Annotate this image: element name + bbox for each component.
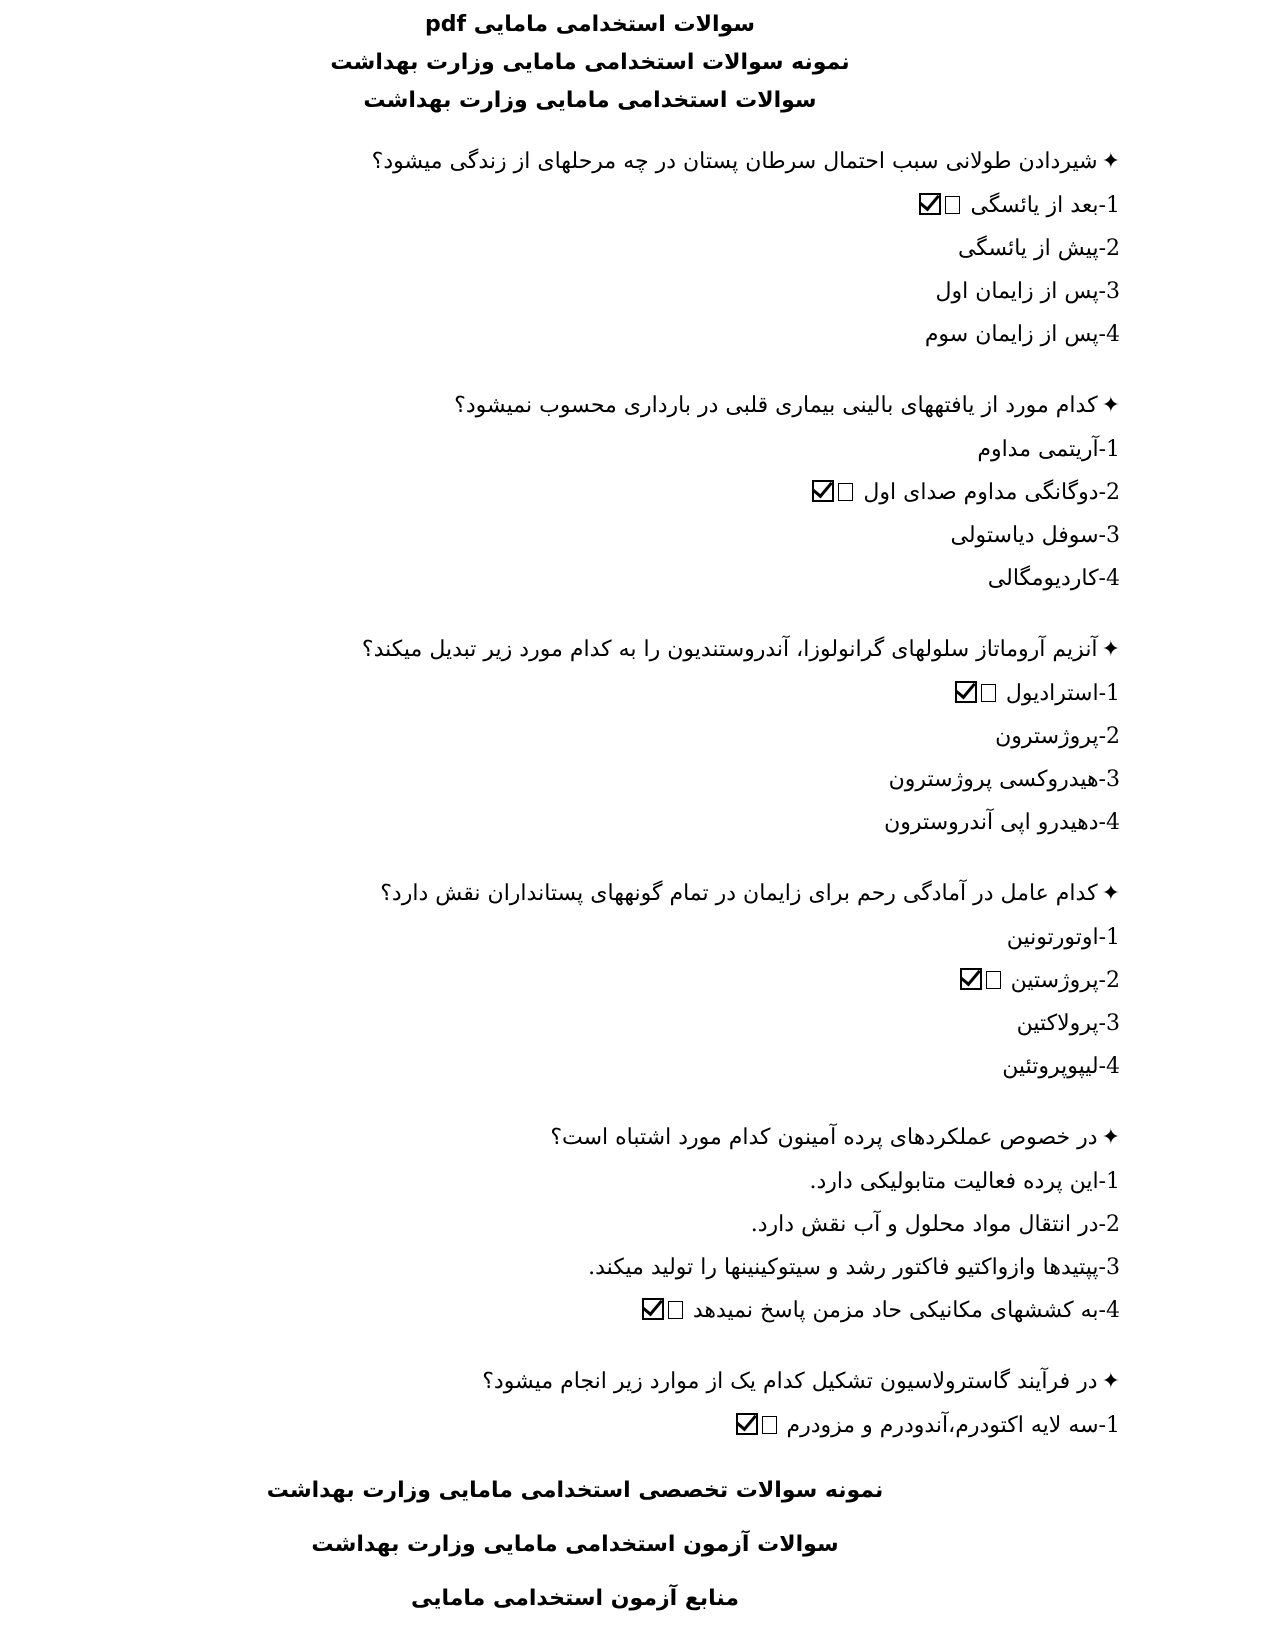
question-text: در خصوص عملکردهای پرده آمینون کدام مورد اشتباه است؟ [550, 1125, 1098, 1150]
option: 1-این پرده فعالیت متابولیکی دارد. [809, 1169, 1120, 1194]
option: 3-پس از زایمان اول [935, 279, 1120, 304]
question-text: آنزیم آروماتاز سلولهای گرانولوزا، آندروستندیون را به کدام مورد زیر تبدیل میکند؟ [361, 637, 1098, 662]
option: 1-سه لایه اکتودرم،آندودرم و مزودرم [220, 1404, 1120, 1447]
star-bullet-icon: ✦ [1101, 637, 1120, 662]
option: 1-بعد از یائسگی [220, 184, 1120, 227]
header-title-3: سوالات استخدامی مامایی وزارت بهداشت [363, 88, 817, 113]
option: 1-اوتورتونین [1006, 925, 1120, 950]
checkmark-icon [812, 480, 834, 502]
header-title-2: نمونه سوالات استخدامی مامایی وزارت بهداشت [330, 50, 850, 75]
header-title-1: سوالات استخدامی مامایی pdf [425, 12, 755, 37]
checkmark-icon [642, 1298, 664, 1320]
star-bullet-icon: ✦ [1101, 149, 1120, 174]
question-text: کدام عامل در آمادگی رحم برای زایمان در تمام گونههای پستانداران نقش دارد؟ [380, 881, 1098, 906]
option: 4-لیپوپروتئین [1002, 1054, 1120, 1079]
question-text: شیردادن طولانی سبب احتمال سرطان پستان در چه مرحلهای از زندگی میشود؟ [371, 149, 1098, 174]
empty-box-icon [986, 971, 1001, 989]
checkmark-icon [955, 681, 977, 703]
option: 3-پرولاکتین [1016, 1011, 1120, 1036]
option: 4-پس از زایمان سوم [924, 322, 1120, 347]
option: 3-هیدروکسی پروژسترون [888, 767, 1120, 792]
question-2 [220, 384, 1120, 600]
question-6 [220, 1360, 1120, 1447]
question-5 [220, 1116, 1120, 1332]
question-text: کدام مورد از یافتههای بالینی بیماری قلبی در بارداری محسوب نمیشود؟ [454, 393, 1098, 418]
question-4 [220, 872, 1120, 1088]
option: 2-پیش از یائسگی [957, 236, 1120, 261]
star-bullet-icon: ✦ [1101, 1369, 1120, 1394]
empty-box-icon [668, 1301, 683, 1319]
empty-box-icon [838, 483, 853, 501]
star-bullet-icon: ✦ [1101, 881, 1120, 906]
option: 2-پروژستین [220, 959, 1120, 1002]
question-3 [220, 628, 1120, 844]
question-text: در فرآیند گاسترولاسیون تشکیل کدام یک از موارد زیر انجام میشود؟ [482, 1369, 1098, 1394]
empty-box-icon [762, 1416, 777, 1434]
option: 4-کاردیومگالی [987, 566, 1120, 591]
option: 2-پروژسترون [995, 724, 1120, 749]
empty-box-icon [981, 684, 996, 702]
option: 1-آریتمی مداوم [977, 437, 1120, 462]
option: 3-پپتیدها وازواکتیو فاکتور رشد و سیتوکینینها را تولید میکند. [588, 1255, 1120, 1280]
star-bullet-icon: ✦ [1101, 393, 1120, 418]
questions-list [220, 140, 1120, 1475]
option: 2-در انتقال مواد محلول و آب نقش دارد. [750, 1212, 1120, 1237]
option: 1-استرادیول [220, 672, 1120, 715]
option: 4-به کششهای مکانیکی حاد مزمن پاسخ نمیدهد [220, 1289, 1120, 1332]
footer-title-2: سوالات آزمون استخدامی مامایی وزارت بهداشت [311, 1532, 839, 1557]
option: 3-سوفل دیاستولی [950, 523, 1120, 548]
footer-title-3: منابع آزمون استخدامی مامایی [411, 1586, 739, 1611]
checkmark-icon [960, 968, 982, 990]
checkmark-icon [919, 193, 941, 215]
checkmark-icon [736, 1413, 758, 1435]
option: 4-دهیدرو اپی آندروسترون [884, 810, 1120, 835]
empty-box-icon [945, 196, 960, 214]
star-bullet-icon: ✦ [1101, 1125, 1120, 1150]
question-1 [220, 140, 1120, 356]
footer-title-1: نمونه سوالات تخصصی استخدامی مامایی وزارت بهداشت [266, 1478, 884, 1503]
option: 2-دوگانگی مداوم صدای اول [220, 471, 1120, 514]
